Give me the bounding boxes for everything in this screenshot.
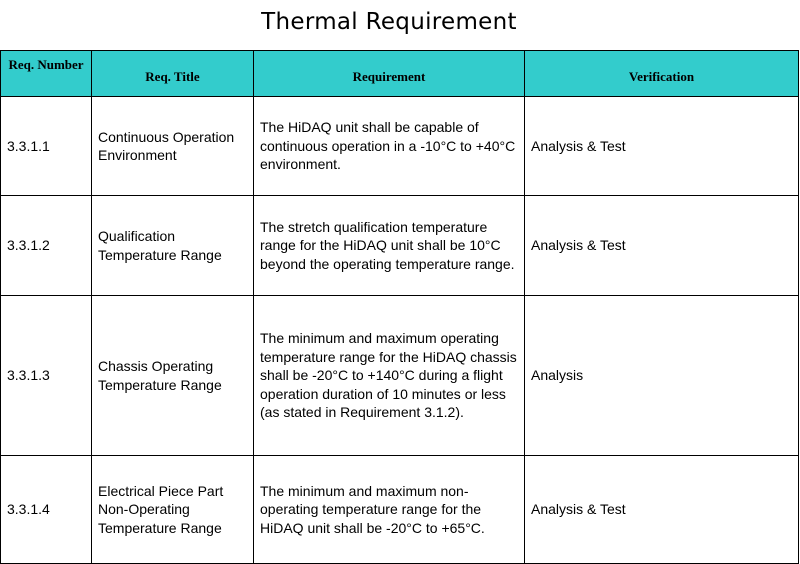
req-number-cell: 3.3.1.2	[1, 196, 92, 296]
requirement-cell: The stretch qualification temperature range for the HiDAQ unit shall be 10°C beyond the operating temperature range.	[254, 196, 525, 296]
table-row	[1, 97, 799, 196]
req-title-cell: Chassis Operating Temperature Range	[92, 296, 254, 456]
header-req-title: Req. Title	[92, 51, 254, 97]
requirement-cell: The minimum and maximum non-operating temperature range for the HiDAQ unit shall be -20°C to +65°C.	[254, 456, 525, 564]
requirements-table	[0, 50, 799, 564]
req-title-cell: Continuous Operation Environment	[92, 97, 254, 196]
header-requirement: Requirement	[254, 51, 525, 97]
table-row	[1, 196, 799, 296]
table-row	[1, 456, 799, 564]
requirement-cell: The minimum and maximum operating temperature range for the HiDAQ chassis shall be -20°C to +140°C during a flight operation duration of 10 minutes or less (as stated in Requirement 3.1.2).	[254, 296, 525, 456]
table-header-row	[1, 51, 799, 97]
header-req-number: Req. Number	[1, 51, 92, 97]
header-verification: Verification	[525, 51, 799, 97]
req-number-cell: 3.3.1.4	[1, 456, 92, 564]
verification-cell: Analysis & Test	[525, 97, 799, 196]
req-title-cell: Qualification Temperature Range	[92, 196, 254, 296]
req-title-cell: Electrical Piece Part Non-Operating Temperature Range	[92, 456, 254, 564]
verification-cell: Analysis & Test	[525, 196, 799, 296]
requirement-cell: The HiDAQ unit shall be capable of continuous operation in a -10°C to +40°C environment.	[254, 97, 525, 196]
table-row	[1, 296, 799, 456]
req-number-cell: 3.3.1.1	[1, 97, 92, 196]
verification-cell: Analysis	[525, 296, 799, 456]
page-title: Thermal Requirement	[261, 9, 517, 35]
req-number-cell: 3.3.1.3	[1, 296, 92, 456]
verification-cell: Analysis & Test	[525, 456, 799, 564]
